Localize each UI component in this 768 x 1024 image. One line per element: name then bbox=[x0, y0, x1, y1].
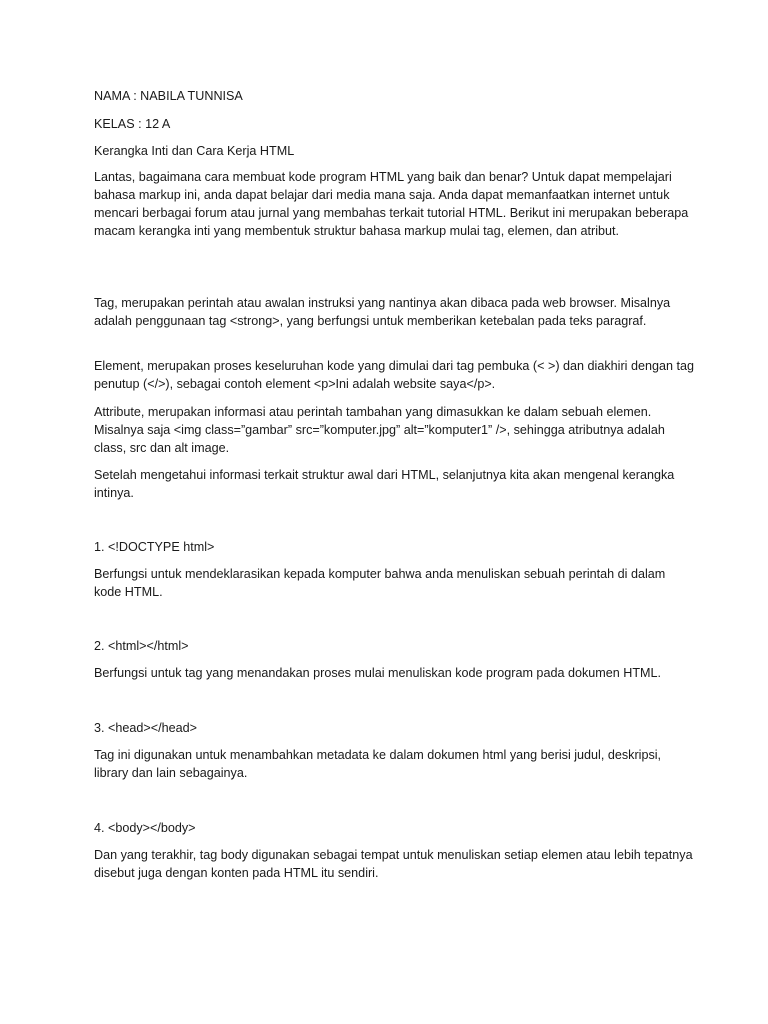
student-name: NAMA : NABILA TUNNISA bbox=[94, 89, 243, 103]
document-title: Kerangka Inti dan Cara Kerja HTML bbox=[94, 144, 295, 158]
item-4-description: Dan yang terakhir, tag body digunakan sebagai tempat untuk menuliskan setiap elemen atau lebih tepatnya disebut juga dengan konten pada HTML itu sendiri. bbox=[94, 848, 697, 880]
item-2-description: Berfungsi untuk tag yang menandakan proses mulai menuliskan kode program pada dokumen HTML. bbox=[94, 666, 662, 680]
item-1-heading: 1. <!DOCTYPE html> bbox=[94, 540, 215, 554]
student-class: KELAS : 12 A bbox=[94, 117, 171, 131]
attribute-definition: Attribute, merupakan informasi atau perintah tambahan yang dimasukkan ke dalam sebuah elemen. Misalnya saja <img class=”gambar” src=”komputer.jpg” alt=”komputer1” />, sehingga atributnya adalah class, src dan alt image. bbox=[94, 405, 669, 455]
element-definition: Element, merupakan proses keseluruhan kode yang dimulai dari tag pembuka (< >) dan diakhiri dengan tag penutup (</>), sebagai contoh element <p>Ini adalah website saya</p>. bbox=[94, 359, 698, 391]
item-3-description: Tag ini digunakan untuk menambahkan metadata ke dalam dokumen html yang berisi judul, deskripsi, library dan lain sebagainya. bbox=[94, 748, 665, 780]
item-3-heading: 3. <head></head> bbox=[94, 721, 197, 735]
item-1-description: Berfungsi untuk mendeklarasikan kepada komputer bahwa anda menuliskan sebuah perintah di dalam kode HTML. bbox=[94, 567, 669, 599]
item-2-heading: 2. <html></html> bbox=[94, 639, 189, 653]
intro-paragraph: Lantas, bagaimana cara membuat kode program HTML yang baik dan benar? Untuk dapat mempelajari bahasa markup ini, anda dapat belajar dari media mana saja. Anda dapat memanfaatkan internet untuk mencari berbagai forum atau jurnal yang membahas terkait tutorial HTML. Berikut ini merupakan beberapa macam kerangka inti yang membentuk struktur bahasa markup mulai tag, elemen, dan atribut. bbox=[94, 170, 692, 238]
tag-definition: Tag, merupakan perintah atau awalan instruksi yang nantinya akan dibaca pada web browser. Misalnya adalah penggunaan tag <strong>, yang berfungsi untuk memberikan ketebalan pada teks paragraf. bbox=[94, 296, 674, 328]
transition-paragraph: Setelah mengetahui informasi terkait struktur awal dari HTML, selanjutnya kita akan mengenal kerangka intinya. bbox=[94, 468, 678, 500]
item-4-heading: 4. <body></body> bbox=[94, 821, 196, 835]
